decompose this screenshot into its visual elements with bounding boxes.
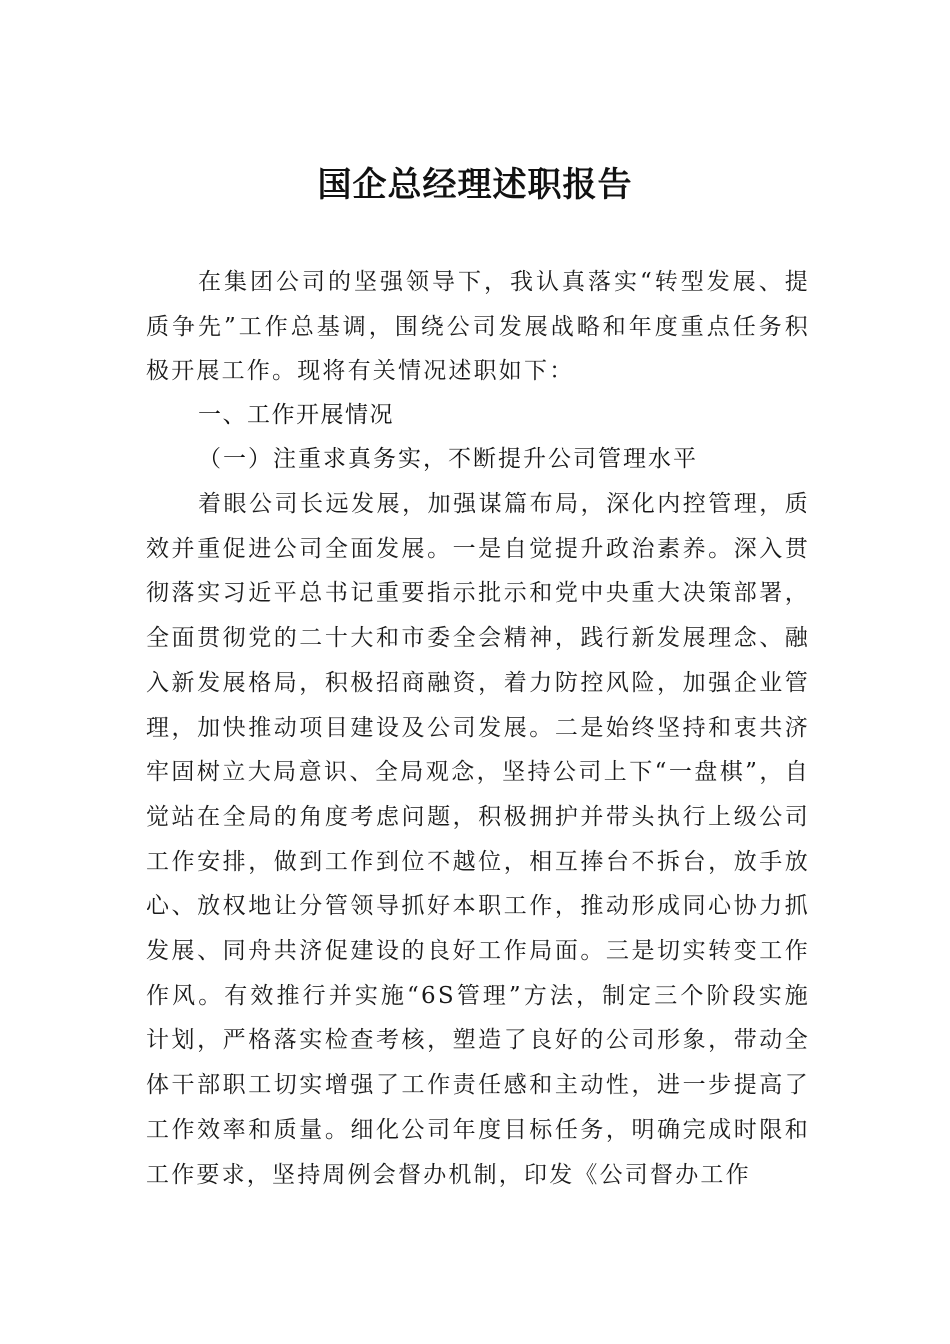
subsection-heading: （一）注重求真务实，不断提升公司管理水平: [198, 446, 698, 472]
intro-paragraph: 在集团公司的坚强领导下，我认真落实“转型发展、提质争先”工作总基调，围绕公司发展战略和年度重点任务积极开展工作。现将有关情况述职如下：: [146, 269, 810, 384]
document-title: 国企总经理述职报告: [317, 165, 633, 205]
body-paragraph: 着眼公司长远发展，加强谋篇布局，深化内控管理，质效并重促进公司全面发展。一是自觉提升政治素养。深入贯彻落实习近平总书记重要指示批示和党中央重大决策部署，全面贯彻党的二十大和市委全会精神，践行新发展理念、融入新发展格局，积极招商融资，着力防控风险，加强企业管理，加快推动项目建设及公司发展。二是始终坚持和衷共济牢固树立大局意识、全局观念，坚持公司上下“一盘棋”，自觉站在全局的角度考虑问题，积极拥护并带头执行上级公司工作安排，做到工作到位不越位，相互捧台不拆台，放手放心、放权地让分管领导抓好本职工作，推动形成同心协力抓发展、同舟共济促建设的良好工作局面。三是切实转变工作作风。有效推行并实施“6S管理”方法，制定三个阶段实施计划，严格落实检查考核，塑造了良好的公司形象，带动全体干部职工切实增强了工作责任感和主动性，进一步提高了工作效率和质量。细化公司年度目标任务，明确完成时限和工作要求，坚持周例会督办机制，印发《公司督办工作: [146, 491, 810, 1188]
section-heading: 一、工作开展情况: [198, 402, 394, 428]
